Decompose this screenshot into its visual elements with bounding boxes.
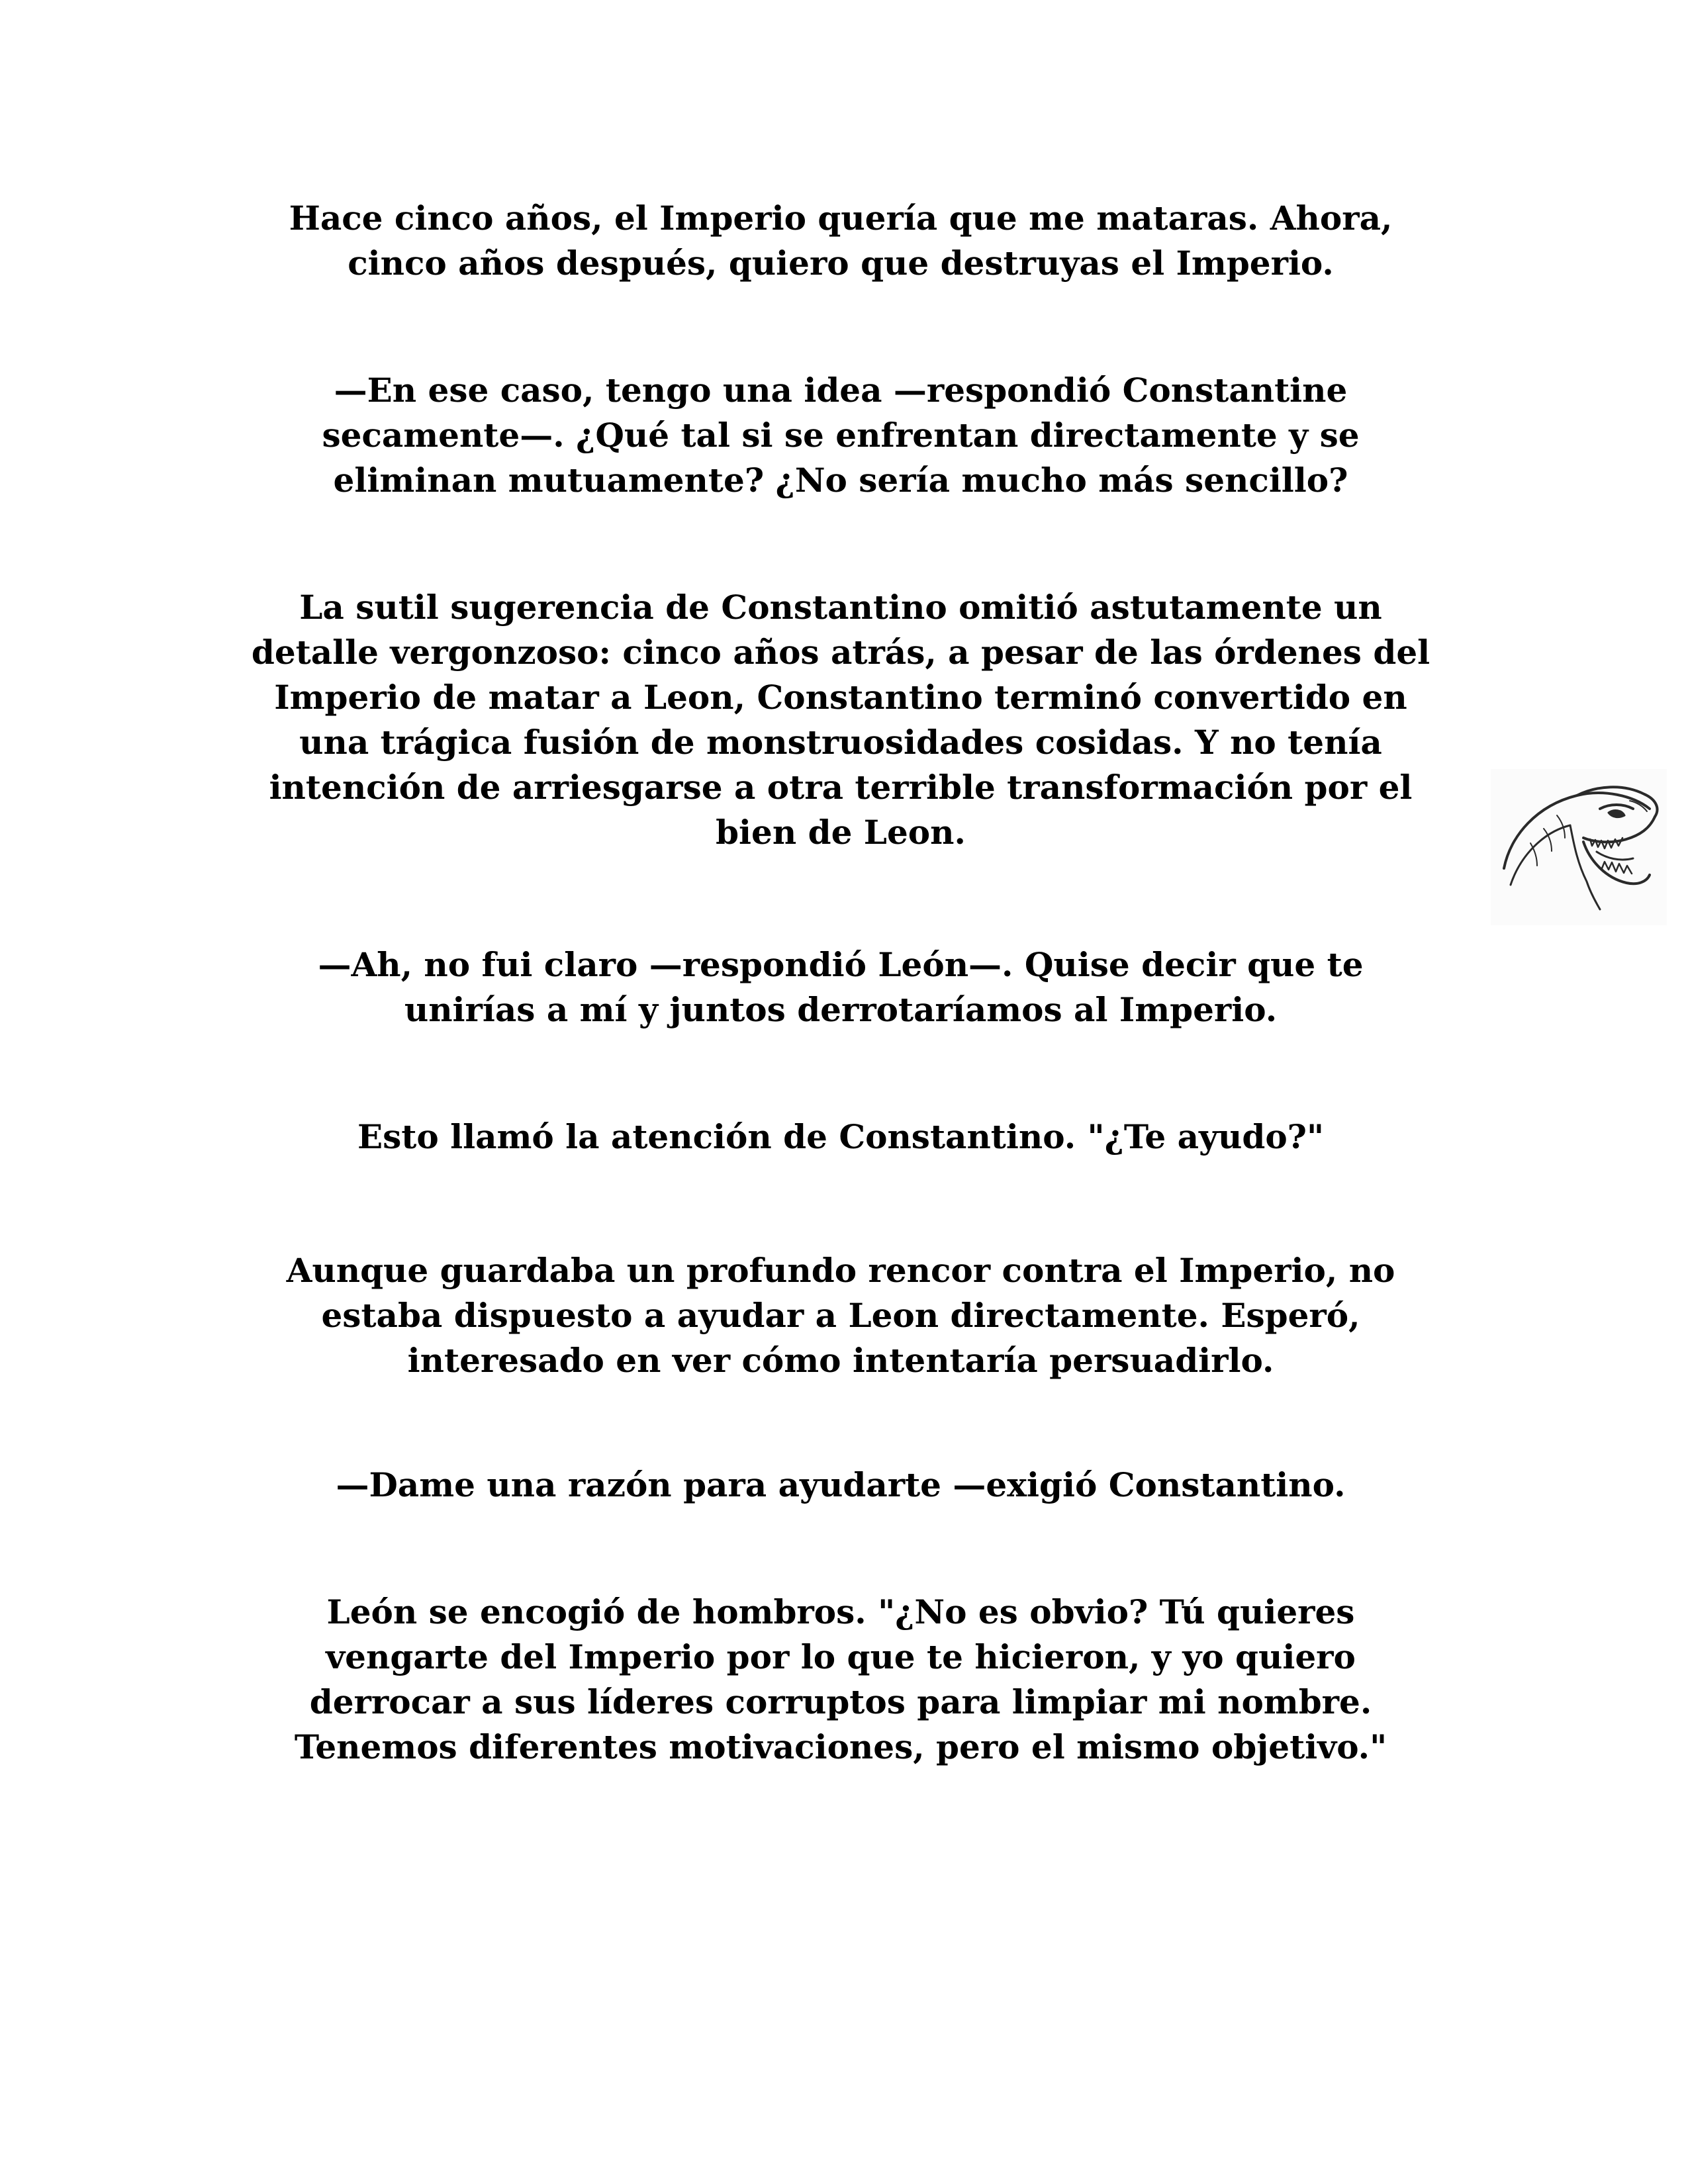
text-line: León se encogió de hombros. "¿No es obvio? Tú quieres bbox=[326, 1592, 1355, 1631]
text-line: cinco años después, quiero que destruyas el Imperio. bbox=[348, 244, 1334, 283]
text-line: Aunque guardaba un profundo rencor contra el Imperio, no bbox=[286, 1251, 1395, 1290]
paragraph-4 bbox=[218, 942, 1463, 1032]
text-line: bien de Leon. bbox=[716, 813, 966, 852]
text-line: una trágica fusión de monstruosidades cosidas. Y no tenía bbox=[299, 723, 1382, 762]
text-line: —En ese caso, tengo una idea —respondió Constantine bbox=[334, 371, 1348, 410]
paragraph-3 bbox=[218, 585, 1463, 855]
paragraph-8 bbox=[218, 1590, 1463, 1770]
text-line: secamente—. ¿Qué tal si se enfrentan directamente y se bbox=[322, 416, 1360, 455]
paragraph-7 bbox=[218, 1463, 1463, 1508]
text-line: eliminan mutuamente? ¿No sería mucho más sencillo? bbox=[333, 461, 1348, 500]
text-line: Imperio de matar a Leon, Constantino terminó convertido en bbox=[274, 678, 1407, 717]
paragraph-2 bbox=[218, 368, 1463, 503]
paragraph-6 bbox=[218, 1248, 1463, 1383]
text-line: —Ah, no fui claro —respondió León—. Quise decir que te bbox=[318, 945, 1364, 984]
text-line: Hace cinco años, el Imperio quería que me mataras. Ahora, bbox=[289, 199, 1393, 238]
text-line: vengarte del Imperio por lo que te hicieron, y yo quiero bbox=[326, 1637, 1356, 1676]
paragraph-1 bbox=[218, 196, 1463, 286]
paragraph-5 bbox=[218, 1115, 1463, 1160]
text-line: unirías a mí y juntos derrotaríamos al Imperio. bbox=[404, 990, 1278, 1029]
text-line: estaba dispuesto a ayudar a Leon directamente. Esperó, bbox=[321, 1296, 1360, 1335]
text-line: Tenemos diferentes motivaciones, pero el mismo objetivo." bbox=[294, 1727, 1387, 1766]
text-line: Esto llamó la atención de Constantino. "¿Te ayudo?" bbox=[357, 1117, 1325, 1156]
text-line: La sutil sugerencia de Constantino omitió astutamente un bbox=[299, 588, 1382, 627]
text-line: —Dame una razón para ayudarte —exigió Constantino. bbox=[336, 1465, 1346, 1504]
text-line: detalle vergonzoso: cinco años atrás, a pesar de las órdenes del bbox=[251, 633, 1430, 672]
text-line: derrocar a sus líderes corruptos para limpiar mi nombre. bbox=[309, 1682, 1372, 1721]
dinosaur-sketch-icon bbox=[1491, 769, 1667, 925]
text-line: intención de arriesgarse a otra terrible transformación por el bbox=[269, 768, 1413, 807]
text-line: interesado en ver cómo intentaría persuadirlo. bbox=[407, 1341, 1274, 1380]
